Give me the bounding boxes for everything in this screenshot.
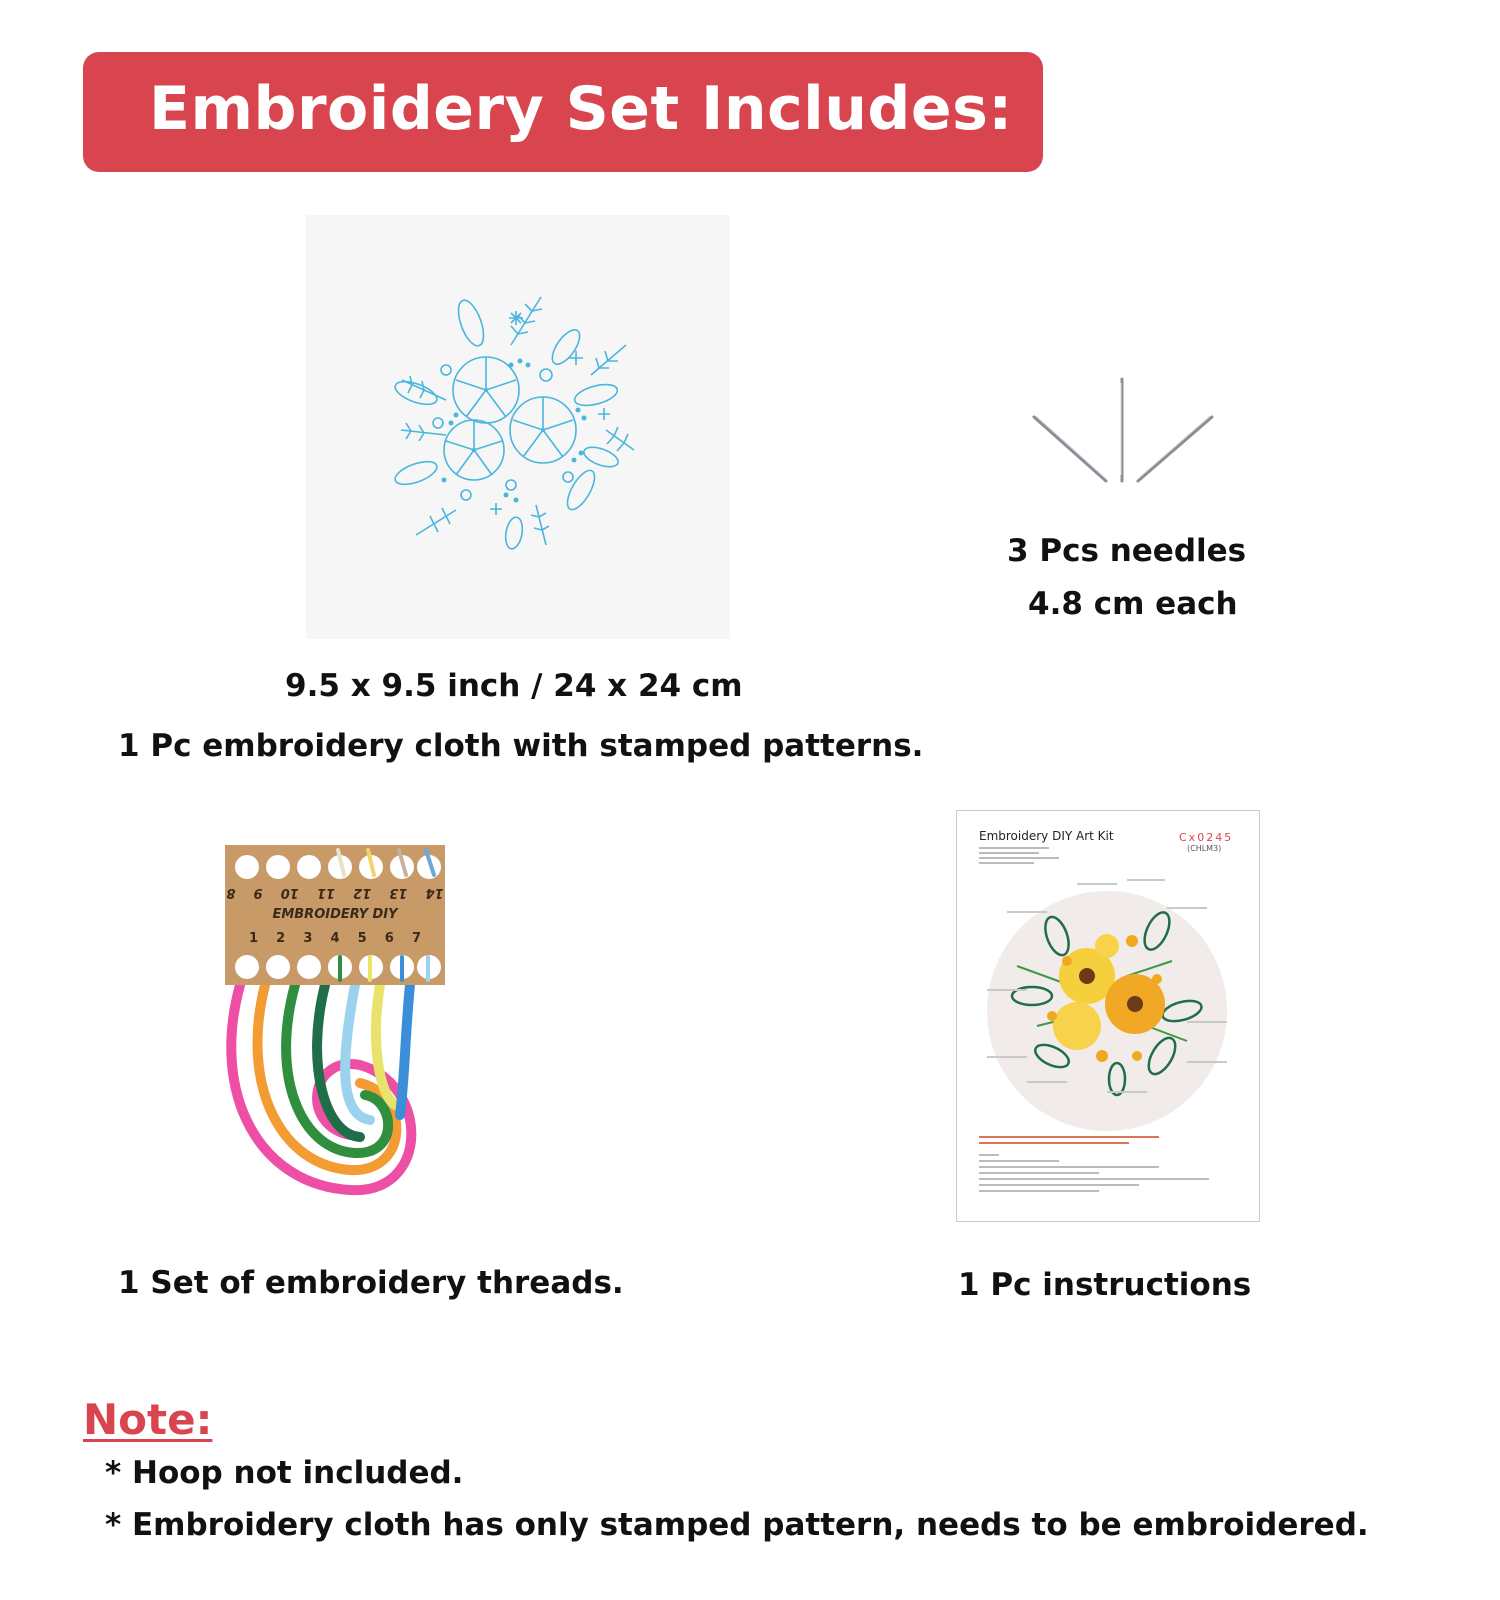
needles-caption-line2: 4.8 cm each xyxy=(1028,586,1238,622)
sheet-title: Embroidery DIY Art Kit xyxy=(979,829,1114,843)
sheet-subcode: (CHLM3) xyxy=(1187,844,1222,853)
needles-caption-line1: 3 Pcs needles xyxy=(1007,533,1247,569)
instructions-sheet-image xyxy=(956,810,1260,1222)
header-banner xyxy=(83,52,1043,172)
note-item-hoop: * Hoop not included. xyxy=(105,1455,464,1491)
cloth-size-caption: 9.5 x 9.5 inch / 24 x 24 cm xyxy=(285,668,743,704)
cloth-caption: 1 Pc embroidery cloth with stamped patterns. xyxy=(118,728,924,764)
card-label: EMBROIDERY DIY xyxy=(272,907,398,922)
note-item-cloth: * Embroidery cloth has only stamped pattern, needs to be embroidered. xyxy=(105,1507,1369,1543)
note-title: Note: xyxy=(83,1395,213,1444)
needles-image xyxy=(1026,375,1221,490)
stamped-pattern-illustration xyxy=(306,215,730,639)
embroidery-cloth-image xyxy=(306,215,730,639)
threads-caption: 1 Set of embroidery threads. xyxy=(118,1265,624,1301)
card-top-numbers: 14 13 12 11 10 9 8 xyxy=(226,885,444,900)
sheet-illustration xyxy=(957,811,1259,1221)
banner-title: Embroidery Set Includes: xyxy=(149,74,1013,144)
threads-image xyxy=(220,845,460,1205)
sheet-code: Cx0245 xyxy=(1179,831,1234,844)
card-bottom-numbers: 1 2 3 4 5 6 7 xyxy=(249,931,421,946)
instructions-caption: 1 Pc instructions xyxy=(958,1267,1252,1303)
